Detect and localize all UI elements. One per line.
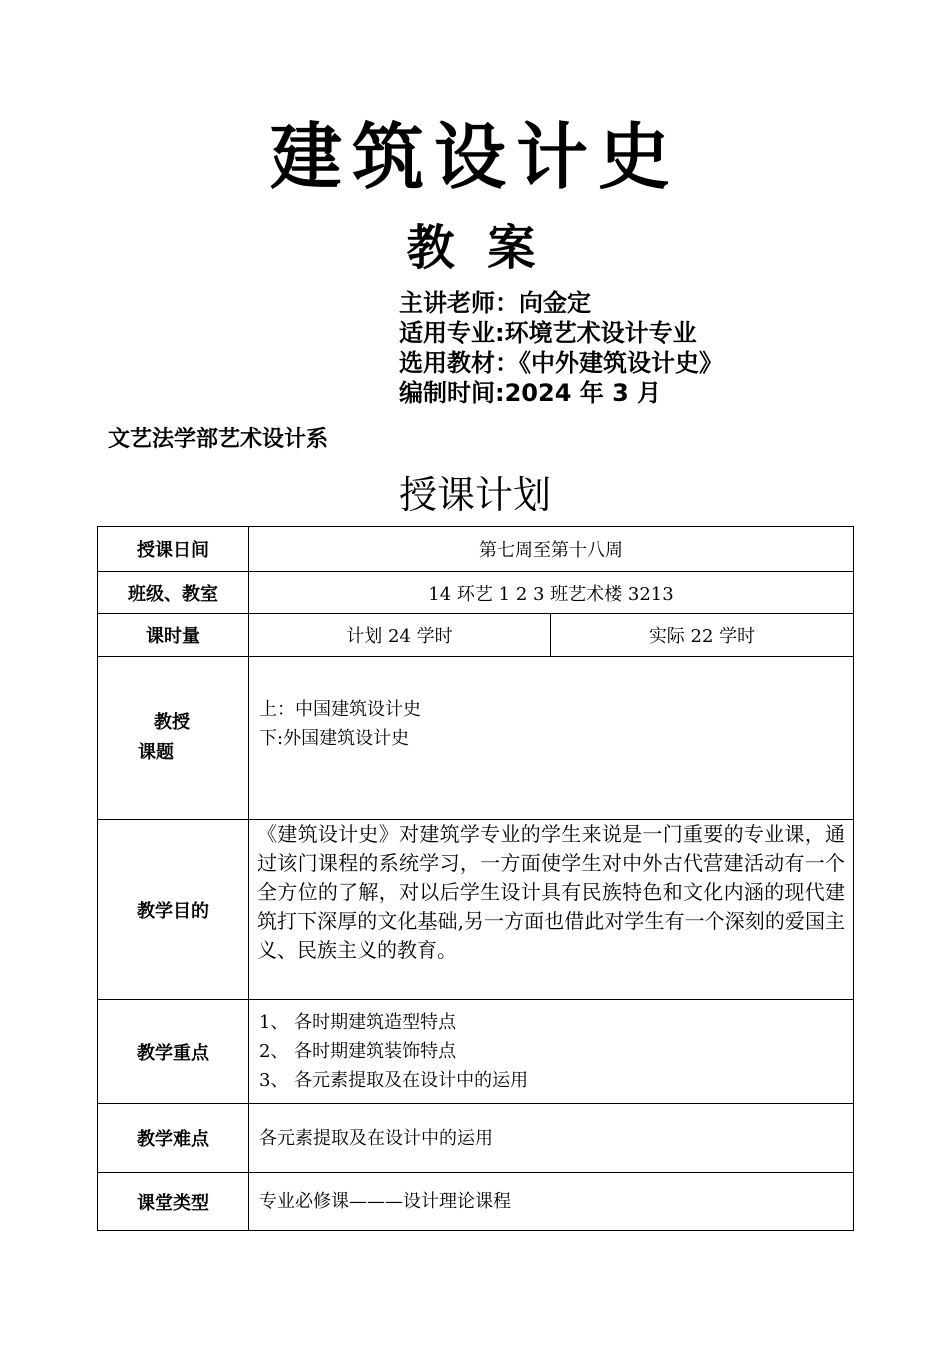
teacher-line: 主讲老师：向金定 <box>399 289 591 317</box>
list-item: 3、 各元素提取及在设计中的运用 <box>259 1070 529 1091</box>
table-row <box>98 657 854 820</box>
list-item: 1、 各时期建筑造型特点 <box>259 1012 457 1033</box>
date-line: 编制时间:2024 年 3 月 <box>399 379 662 407</box>
department-name: 文艺法学部艺术设计系 <box>108 427 329 452</box>
difficulty-value: 各元素提取及在设计中的运用 <box>249 1104 854 1173</box>
actual-hours: 实际 22 学时 <box>551 614 854 657</box>
table-row <box>98 1104 854 1173</box>
table-row <box>98 527 854 572</box>
cover-meta <box>399 288 723 408</box>
topic-value <box>249 657 854 820</box>
key-points-label: 教学重点 <box>98 1000 249 1104</box>
teaching-plan-table <box>97 526 854 1231</box>
table-row <box>98 614 854 657</box>
table-row <box>98 1000 854 1104</box>
textbook-line: 选用教材：《中外建筑设计史》 <box>399 349 723 377</box>
planned-hours: 计划 24 学时 <box>249 614 551 657</box>
type-label: 课堂类型 <box>98 1173 249 1231</box>
dates-value: 第七周至第十八周 <box>249 527 854 572</box>
topic-label <box>98 657 249 820</box>
major-line: 适用专业:环境艺术设计专业 <box>399 319 697 347</box>
type-value: 专业必修课———设计理论课程 <box>249 1173 854 1231</box>
topic-label-line1: 教授 <box>154 712 190 733</box>
table-row <box>98 820 854 1000</box>
class-value: 14 环艺 1 2 3 班艺术楼 3213 <box>249 572 854 614</box>
topic-line-upper: 上：中国建筑设计史 <box>259 699 421 720</box>
difficulty-label: 教学难点 <box>98 1104 249 1173</box>
document-title: 建筑设计史 <box>269 114 680 199</box>
table-row <box>98 572 854 614</box>
list-item: 2、 各时期建筑装饰特点 <box>259 1041 457 1062</box>
key-points-list <box>249 1000 854 1104</box>
hours-label: 课时量 <box>98 614 249 657</box>
class-label: 班级、教室 <box>98 572 249 614</box>
document-subtitle: 教 案 <box>406 220 544 276</box>
topic-label-line2: 课题 <box>138 742 174 763</box>
purpose-label: 教学目的 <box>98 820 249 1000</box>
dates-label: 授课日间 <box>98 527 249 572</box>
plan-title: 授课计划 <box>398 473 551 517</box>
topic-line-lower: 下:外国建筑设计史 <box>259 728 410 749</box>
table-row <box>98 1173 854 1231</box>
purpose-text: 《建筑设计史》对建筑学专业的学生来说是一门重要的专业课，通过该门课程的系统学习，一方面使学生对中外古代营建活动有一个全方位的了解，对以后学生设计具有民族特色和文化内涵的现代建筑打下深厚的文化基础,另一方面也借此对学生有一个深刻的爱国主义、民族主义的教育。 <box>249 820 854 1000</box>
